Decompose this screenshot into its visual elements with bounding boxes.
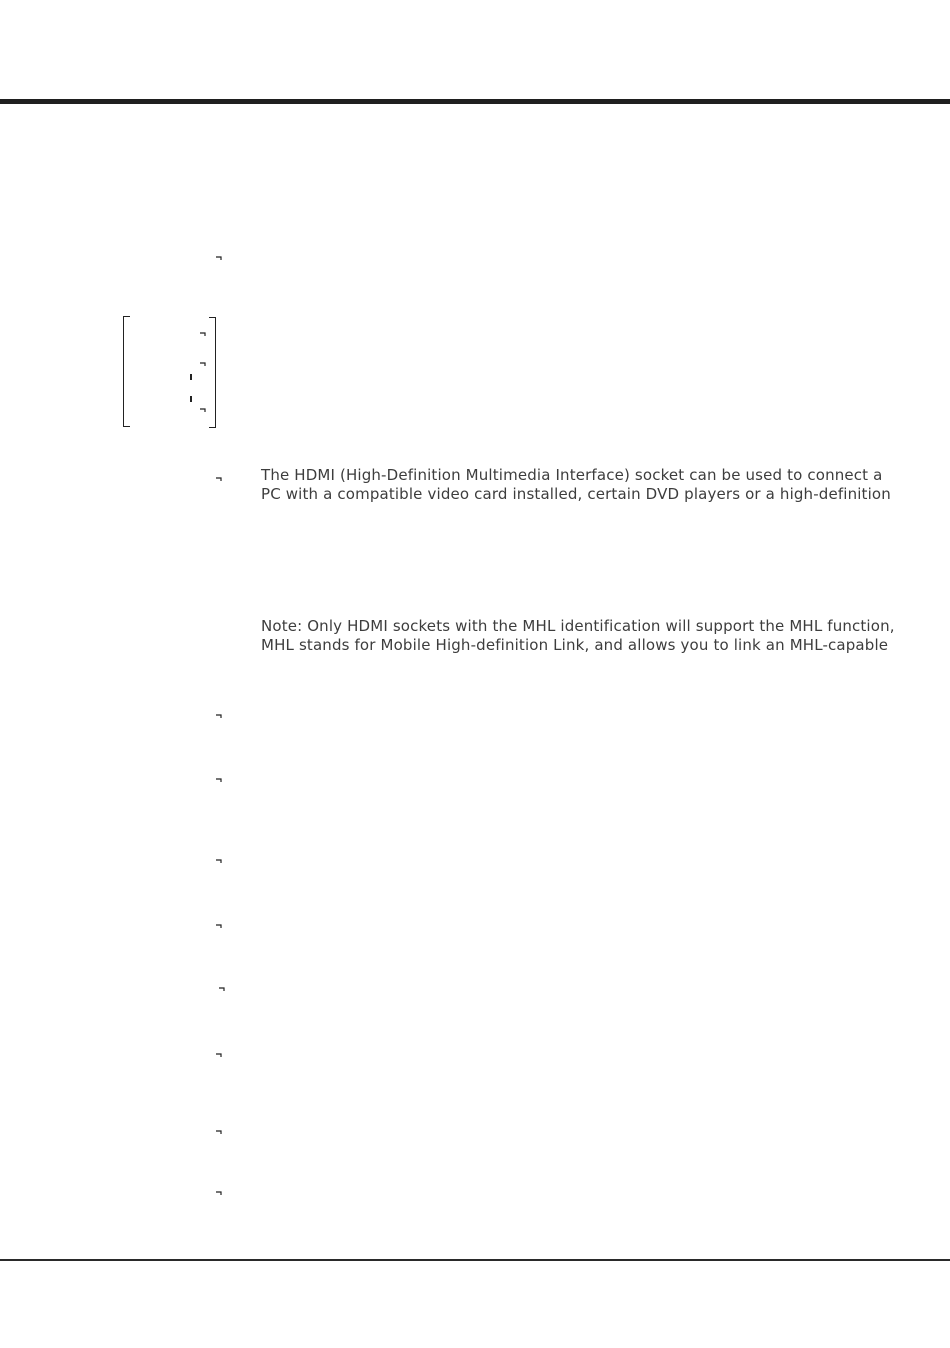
arrow-marker-icon [200, 332, 206, 337]
tick-marker [190, 374, 192, 380]
arrow-marker-icon [216, 859, 222, 864]
hdmi-paragraph-line: The HDMI (High-Definition Multimedia Interface) socket can be used to connect a [261, 466, 883, 484]
arrow-marker-icon [216, 778, 222, 783]
mhl-note-paragraph [261, 617, 921, 655]
tick-marker [190, 396, 192, 402]
arrow-marker-icon [216, 924, 222, 929]
top-rule [0, 99, 950, 104]
right-bracket [209, 317, 216, 428]
hdmi-paragraph [261, 466, 921, 504]
arrow-marker-icon [216, 1053, 222, 1058]
arrow-marker-icon [216, 256, 222, 261]
arrow-marker-icon [216, 477, 222, 482]
left-bracket [123, 316, 130, 427]
hdmi-paragraph-line: PC with a compatible video card installed, certain DVD players or a high-definition [261, 485, 891, 503]
mhl-note-line: MHL stands for Mobile High-definition Link, and allows you to link an MHL-capable [261, 636, 889, 654]
arrow-marker-icon [216, 1191, 222, 1196]
arrow-marker-icon [200, 362, 206, 367]
arrow-marker-icon [200, 408, 206, 413]
mhl-note-line: Note: Only HDMI sockets with the MHL identification will support the MHL function, [261, 617, 895, 635]
arrow-marker-icon [219, 987, 225, 992]
arrow-marker-icon [216, 1130, 222, 1135]
bottom-rule [0, 1259, 950, 1261]
arrow-marker-icon [216, 714, 222, 719]
